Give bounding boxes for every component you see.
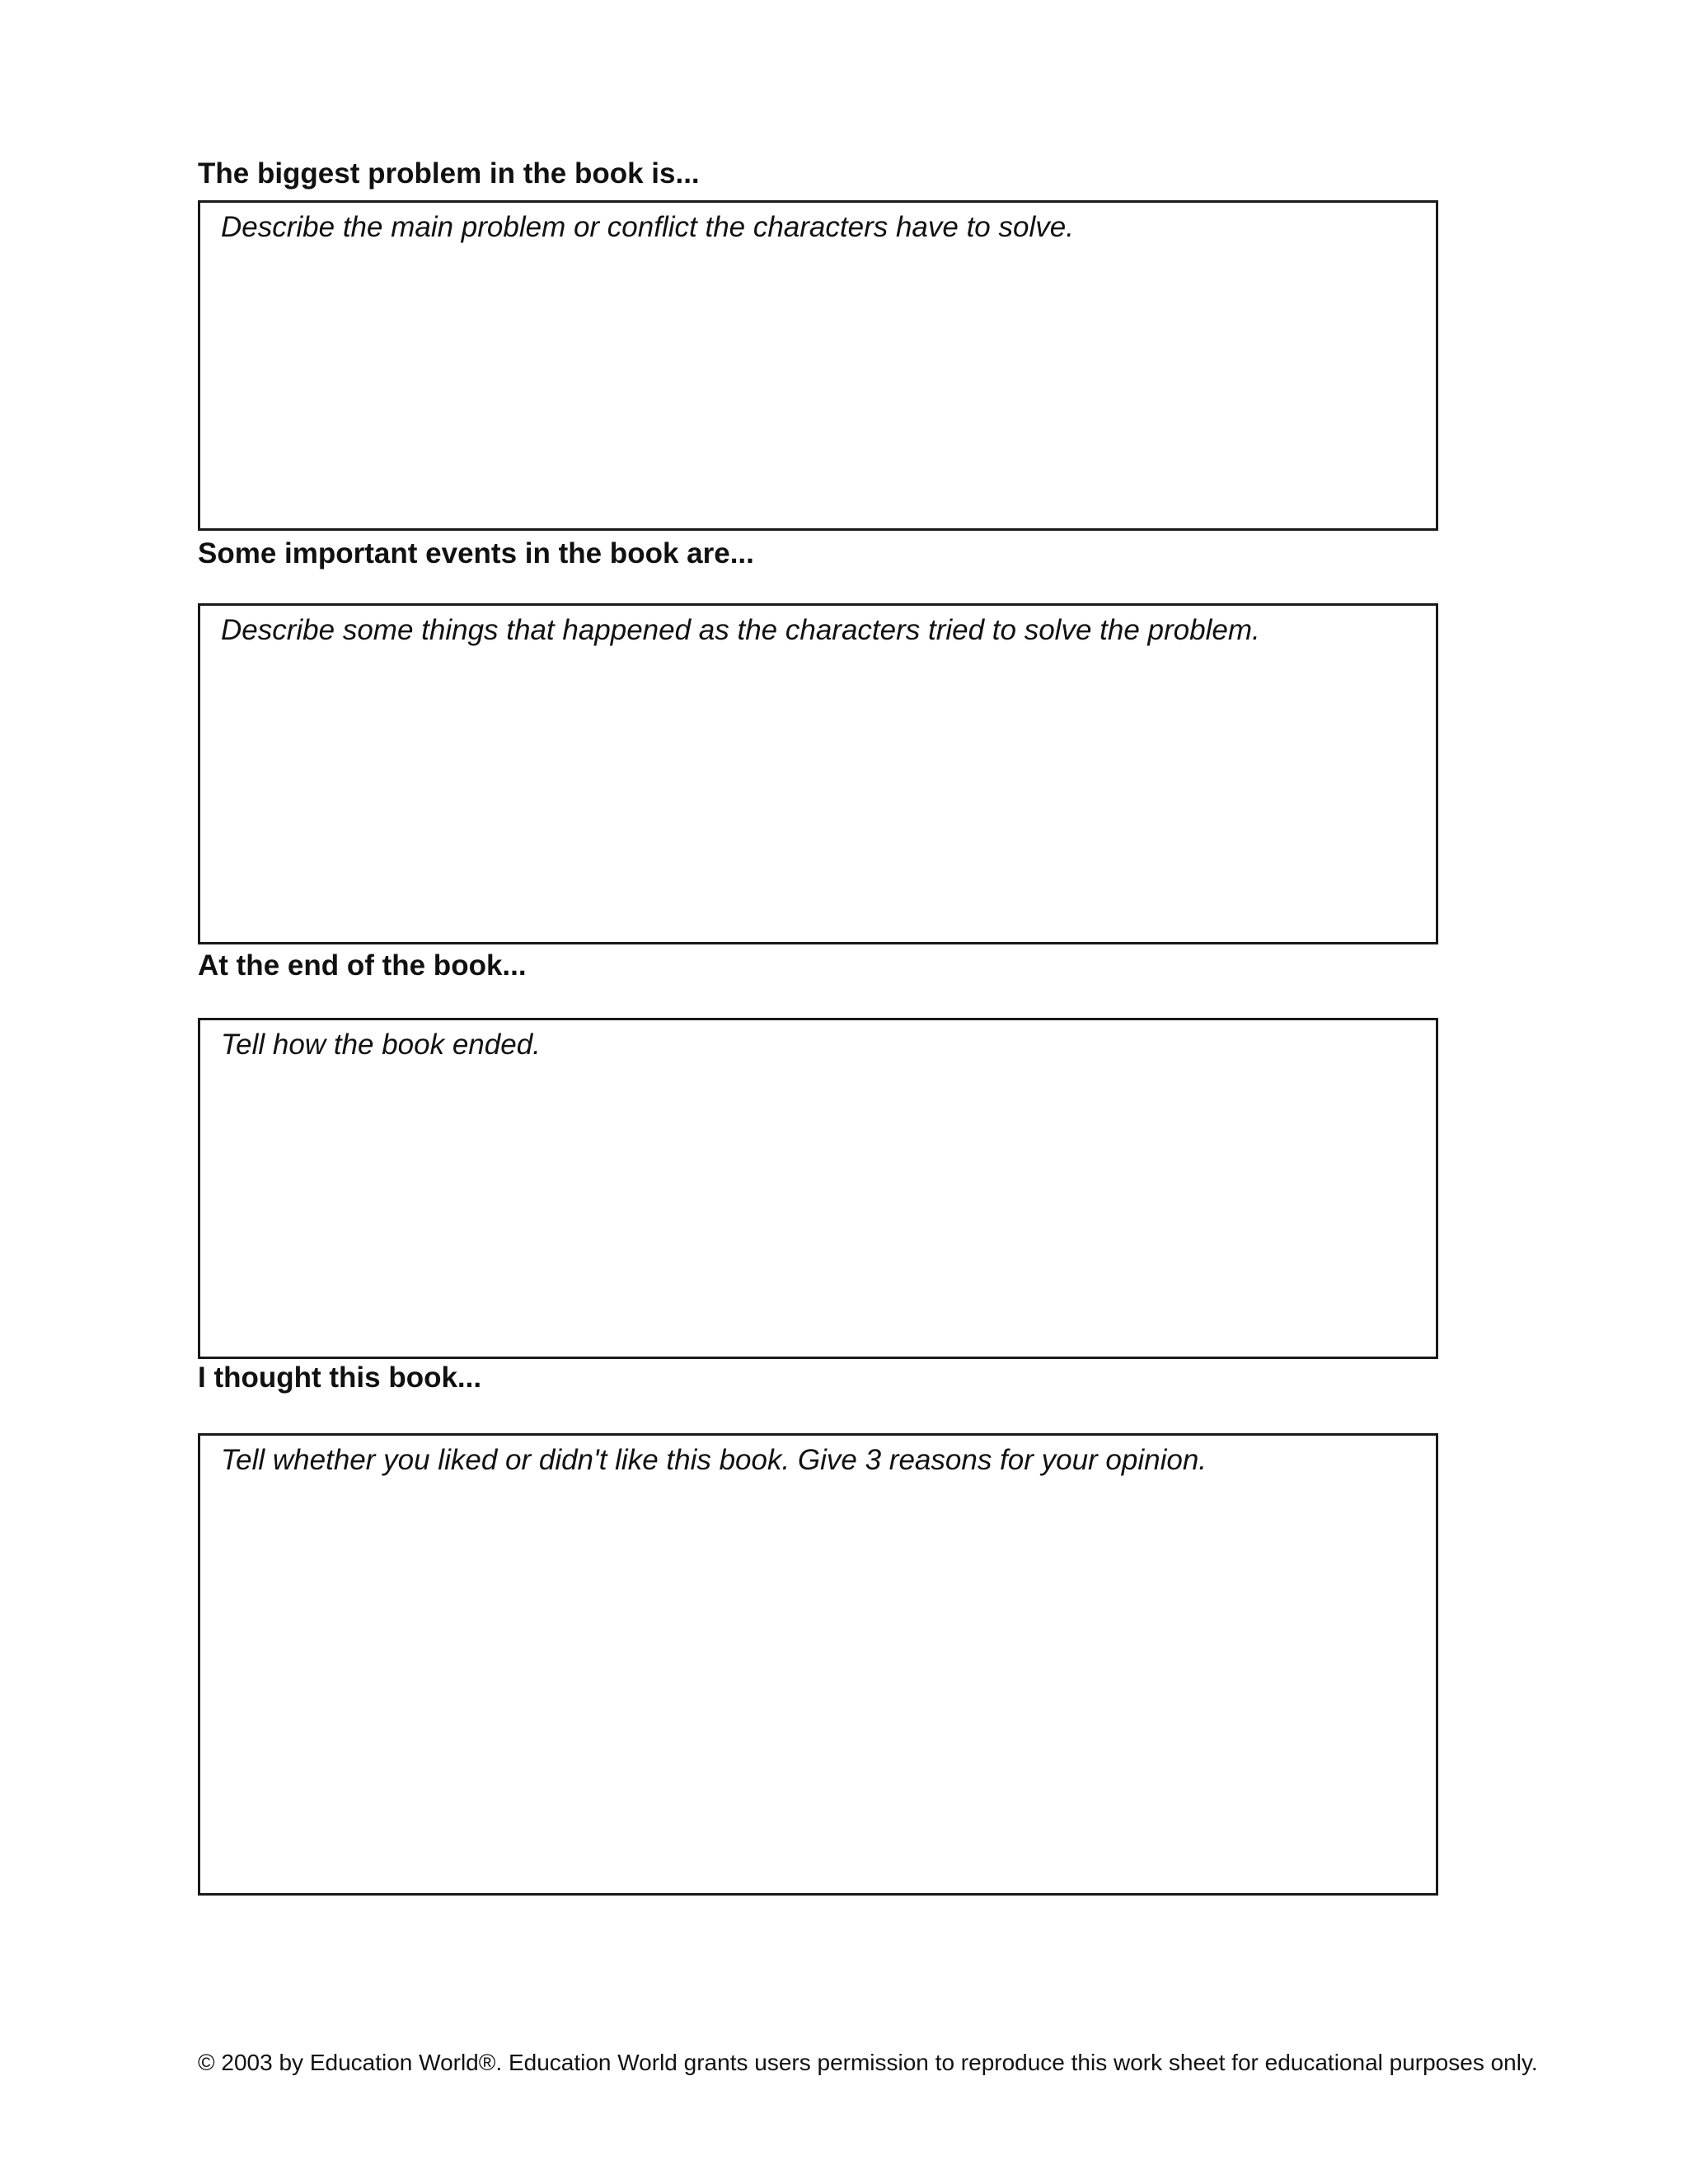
answer-prompt-problem: Describe the main problem or conflict the characters have to solve. — [221, 211, 1074, 243]
copyright-notice: © 2003 by Education World®. Education World grants users permission to reproduce this work sheet for educational purposes only. — [198, 2050, 1538, 2075]
section-heading-opinion: I thought this book... — [198, 1361, 482, 1394]
section-heading-ending: At the end of the book... — [198, 949, 527, 982]
answer-box-problem[interactable] — [198, 200, 1438, 531]
answer-box-ending[interactable] — [198, 1018, 1438, 1359]
section-heading-problem: The biggest problem in the book is... — [198, 157, 700, 190]
answer-prompt-events: Describe some things that happened as the characters tried to solve the problem. — [221, 614, 1260, 646]
answer-box-opinion[interactable] — [198, 1433, 1438, 1896]
answer-prompt-ending: Tell how the book ended. — [221, 1029, 541, 1061]
section-heading-events: Some important events in the book are... — [198, 537, 754, 569]
answer-prompt-opinion: Tell whether you liked or didn't like this book. Give 3 reasons for your opinion. — [221, 1444, 1207, 1476]
answer-box-events[interactable] — [198, 603, 1438, 944]
